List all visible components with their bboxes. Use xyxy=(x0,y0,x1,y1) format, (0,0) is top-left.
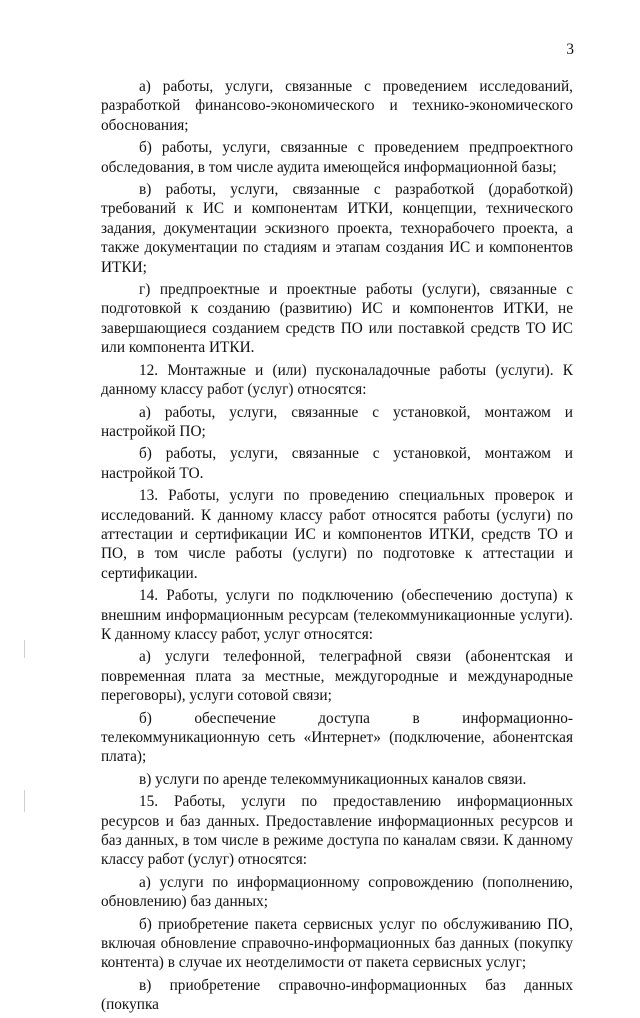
paragraph-11v: в) работы, услуги, связанные с разработкой (доработкой) требований к ИС и компонентам ИТКИ, концепции, технического задания, документации эскизного проекта, технорабочего проекта, а также документации по стадиям и этапам создания ИС и компонентов ИТКИ; xyxy=(101,181,573,276)
paragraph-14a: а) услуги телефонной, телеграфной связи (абонентская и повременная плата за местные, междугородные и международные переговоры), услуги сотовой связи; xyxy=(101,648,573,705)
paragraph-12b: б) работы, услуги, связанные с установкой, монтажом и настройкой ТО. xyxy=(101,445,573,482)
page-number: 3 xyxy=(566,41,574,58)
paragraph-14v: в) услуги по аренде телекоммуникационных каналов связи. xyxy=(139,770,527,788)
paragraph-12a: а) работы, услуги, связанные с установкой, монтажом и настройкой ПО; xyxy=(101,403,573,440)
paragraph-11g: г) предпроектные и проектные работы (услуги), связанные с подготовкой к созданию (развитию) ИС и компонентов ИТКИ, не завершающиеся созданием средств ПО или поставкой средств ТО ИС или компонента ИТКИ. xyxy=(101,281,573,357)
paragraph-11a: а) работы, услуги, связанные с проведением исследований, разработкой финансово-экономического и технико-экономического обоснования; xyxy=(101,78,573,134)
paragraph-13: 13. Работы, услуги по проведению специальных проверок и исследований. К данному классу работ относятся работы (услуги) по аттестации и сертификации ИС и компонентов ИТКИ, средств ТО и ПО, в том числе работы (услуги) по подготовке к аттестации и сертификации. xyxy=(101,487,573,582)
paragraph-15b: б) приобретение пакета сервисных услуг по обслуживанию ПО, включая обновление справочно-информационных баз данных (покупку контента) в случае их неотделимости от пакета сервисных услуг; xyxy=(101,915,573,972)
paragraph-11b: б) работы, услуги, связанные с проведением предпроектного обследования, в том числе аудита имеющейся информационной базы; xyxy=(101,139,573,176)
scan-margin-mark xyxy=(24,790,25,812)
paragraph-14-heading: 14. Работы, услуги по подключению (обеспечению доступа) к внешним информационным ресурсам (телекоммуникационные услуги). К данному классу работ, услуг относятся: xyxy=(101,587,573,643)
paragraph-14b: б) обеспечение доступа в информационно-телекоммуникационную сеть «Интернет» (подключение, абонентская плата); xyxy=(101,709,573,766)
document-body xyxy=(101,77,573,1018)
scan-margin-mark xyxy=(24,640,25,658)
paragraph-15a: а) услуги по информационному сопровождению (пополнению, обновлению) баз данных; xyxy=(101,873,573,911)
paragraph-15-heading: 15. Работы, услуги по предоставлению информационных ресурсов и баз данных. Предоставление информационных ресурсов и баз данных, в том числе в режиме доступа по каналам связи. К данному классу работ (услуг) относятся: xyxy=(101,793,573,869)
paragraph-12-heading: 12. Монтажные и (или) пусконаладочные работы (услуги). К данному классу работ (услуг) относятся: xyxy=(101,361,573,399)
paragraph-15v: в) приобретение справочно-информационных баз данных (покупка xyxy=(101,976,573,1014)
